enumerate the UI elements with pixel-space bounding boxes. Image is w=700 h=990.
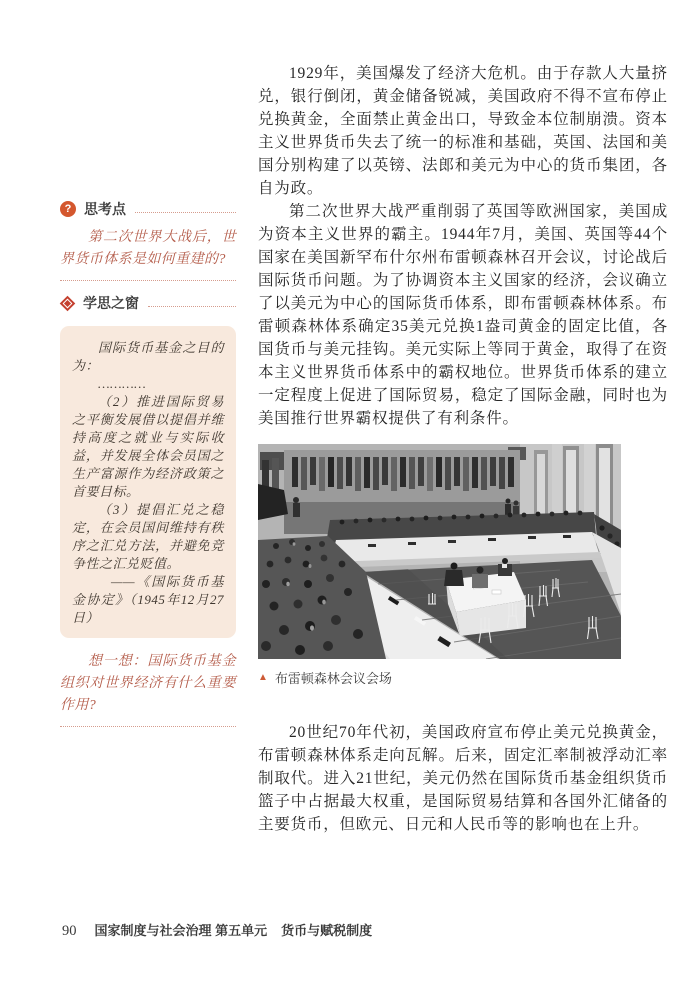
learning-window-header — [60, 294, 236, 312]
quote-box — [60, 326, 236, 638]
caption-text: 布雷顿森林会议会场 — [274, 671, 392, 686]
body-paragraph: 1929年，美国爆发了经济大危机。由于存款人大量挤兑，银行倒闭，黄金储备锐减，美国政府不得不宣布停止兑换黄金，全面禁止黄金出口，导致金本位制崩溃。资本主义世界货币失去了统一的标准和基础，英国、法国和美国分别构建了以英镑、法郎和美元为中心的货币集团，各自为政。 — [258, 65, 668, 197]
dotted-leader — [148, 306, 236, 307]
body-paragraph: 第二次世界大战严重削弱了英国等欧洲国家，美国成为资本主义世界的霸主。1944年7月，美国、英国等44个国家在美国新罕布什尔州布雷顿森林召开会议，讨论战后国际货币问题。为了协调资本主义国家的经济，会议确立了以美元为中心的国际货币体系，即布雷顿森林体系。布雷顿森林体系确定35美元兑换1盎司黄金的固定比值，各国货币与美元挂钩。美元实际上等同于黄金，取得了在资本主义世界货币体系中的霸权地位。世界货币体系的建立一定程度上促进了国际贸易，稳定了国际金融，同时也为美国推行世界霸权提供了有利条件。 — [258, 203, 668, 427]
page-number: 90 — [62, 923, 77, 939]
caption-triangle-icon: ▲ — [258, 672, 268, 683]
dotted-divider — [60, 726, 236, 727]
quote-source: ——《国际货币基金协定》（1945年12月27日） — [72, 574, 224, 625]
dotted-leader — [135, 212, 236, 213]
think-point-question: 第二次世界大战后，世界货币体系是如何重建的? — [60, 230, 236, 267]
quote-item: （3）提倡汇兑之稳定，在会员国间维持有秩序之汇兑方法，并避免竞争性之汇兑贬值。 — [72, 502, 224, 571]
quote-line: 国际货币基金之目的为： — [72, 340, 224, 373]
conference-figure — [258, 444, 668, 687]
question-circle-icon: ? — [60, 201, 76, 217]
sidebar — [60, 200, 236, 740]
chapter-title: 货币与赋税制度 — [281, 923, 373, 938]
main-text-column — [258, 62, 668, 836]
think-point-title: 思考点 — [84, 201, 126, 217]
page-footer — [62, 920, 372, 940]
diamond-icon — [60, 295, 76, 311]
quote-item: （2）推进国际贸易之平衡发展借以提倡并维持高度之就业与实际收益，并发展全体会员国之生产富源作为经济政策之首要目标。 — [72, 394, 224, 499]
think-point-header — [60, 200, 236, 218]
body-paragraph: 20世纪70年代初，美国政府宣布停止美元兑换黄金，布雷顿森林体系走向瓦解。后来，固定汇率制被浮动汇率制取代。进入21世纪，美元仍然在国际货币基金组织货币篮子中占据最大权重，是国际贸易结算和各国外汇储备的主要货币，但欧元、日元和人民币等的影响也在上升。 — [258, 724, 668, 833]
dotted-divider — [60, 280, 236, 281]
quote-ellipsis: ………… — [98, 376, 147, 391]
bretton-woods-photo — [258, 444, 621, 659]
learning-window-title: 学思之窗 — [83, 295, 139, 311]
learning-window-question: 想一想：国际货币基金组织对世界经济有什么重要作用? — [60, 654, 236, 713]
photo-caption — [258, 668, 668, 687]
book-title: 国家制度与社会治理 第五单元 — [94, 923, 268, 938]
